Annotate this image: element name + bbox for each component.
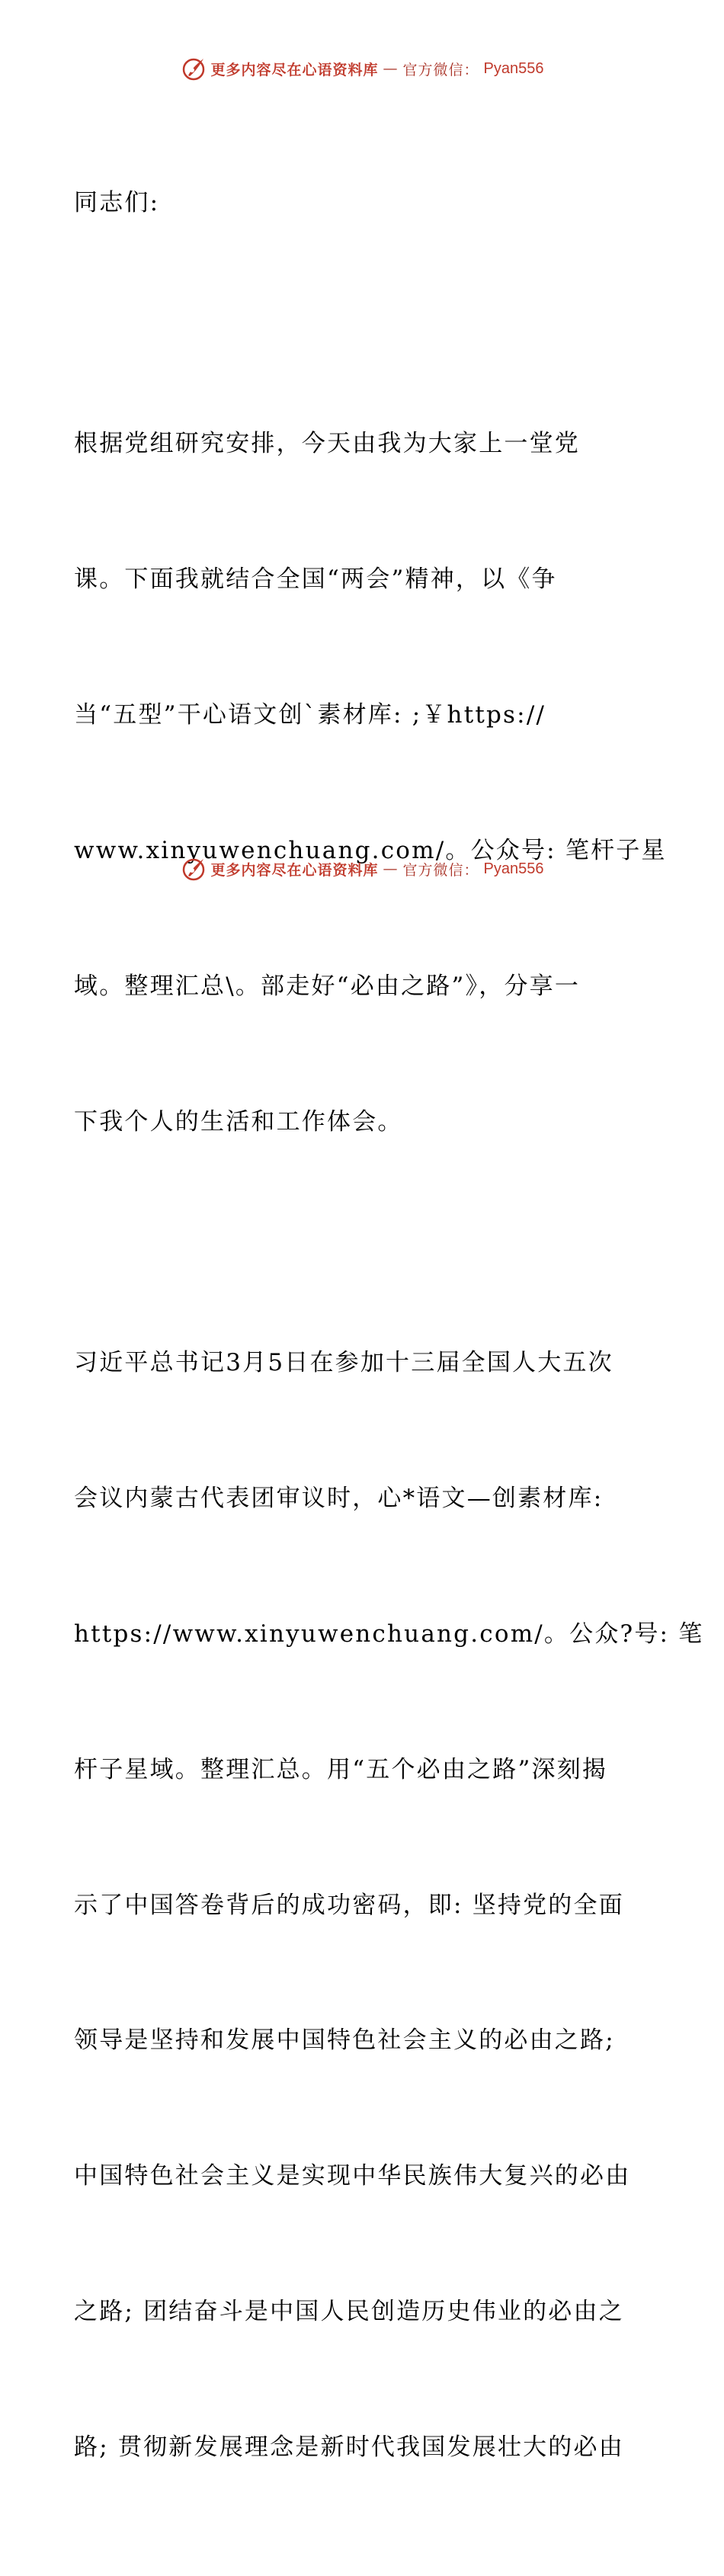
greeting-line: 同志们: <box>74 188 160 216</box>
text-line: 根据党组研究安排，今天由我为大家上一堂党 <box>74 430 580 458</box>
paragraph-1 <box>74 331 667 1235</box>
banner-wechat-id: Pyan556 <box>483 59 544 77</box>
text-line: 示了中国答卷背后的成功密码，即: 坚持党的全面 <box>74 1891 624 1919</box>
greeting <box>74 90 653 316</box>
text-line: 域。整理汇总\。部走好“必由之路”》，分享一 <box>74 972 581 1000</box>
footer-banner <box>0 854 724 884</box>
banner-wechat-id: Pyan556 <box>483 860 544 877</box>
text-line: 路; 贯彻新发展理念是新时代我国发展壮大的必由 <box>74 2433 624 2462</box>
text-line: 杆子星域。整理汇总。用“五个必由之路”深刻揭 <box>74 1755 608 1783</box>
banner-brand-text: 更多内容尽在心语资料库 <box>210 861 379 879</box>
text-line: 之路; 团结奋斗是中国人民创造历史伟业的必由之 <box>74 2298 624 2326</box>
text-line: 领导是坚持和发展中国特色社会主义的必由之路; <box>74 2027 615 2055</box>
text-line: 当“五型”干心语文创`素材库: ;￥https:// <box>74 700 546 729</box>
banner-wechat-label: 官方微信： <box>402 61 479 78</box>
text-line: 课。下面我就结合全国“两会”精神，以《争 <box>74 565 557 593</box>
banner-separator: — <box>383 860 399 877</box>
quill-logo-icon <box>181 856 207 882</box>
text-line: 习近平总书记3月5日在参加十三届全国人大五次 <box>74 1349 613 1377</box>
document-body <box>74 90 704 2576</box>
text-line: https://www.xinyuwenchuang.com/。公众?号: 笔 <box>74 1620 704 1648</box>
paragraph-2 <box>74 1250 704 2561</box>
banner-wechat-label: 官方微信： <box>402 861 479 879</box>
quill-logo-icon <box>181 56 207 82</box>
text-line: 中国特色社会主义是实现中华民族伟大复兴的必由 <box>74 2162 631 2190</box>
banner-separator: — <box>383 60 399 77</box>
text-line: 会议内蒙古代表团审议时，心*语文—创素材库: <box>74 1484 604 1512</box>
text-line: www.xinyuwenchuang.com/。公众号: 笔杆子星 <box>74 836 667 864</box>
header-banner <box>0 53 724 84</box>
banner-brand-text: 更多内容尽在心语资料库 <box>210 61 379 78</box>
text-line: 下我个人的生活和工作体会。 <box>74 1107 403 1136</box>
